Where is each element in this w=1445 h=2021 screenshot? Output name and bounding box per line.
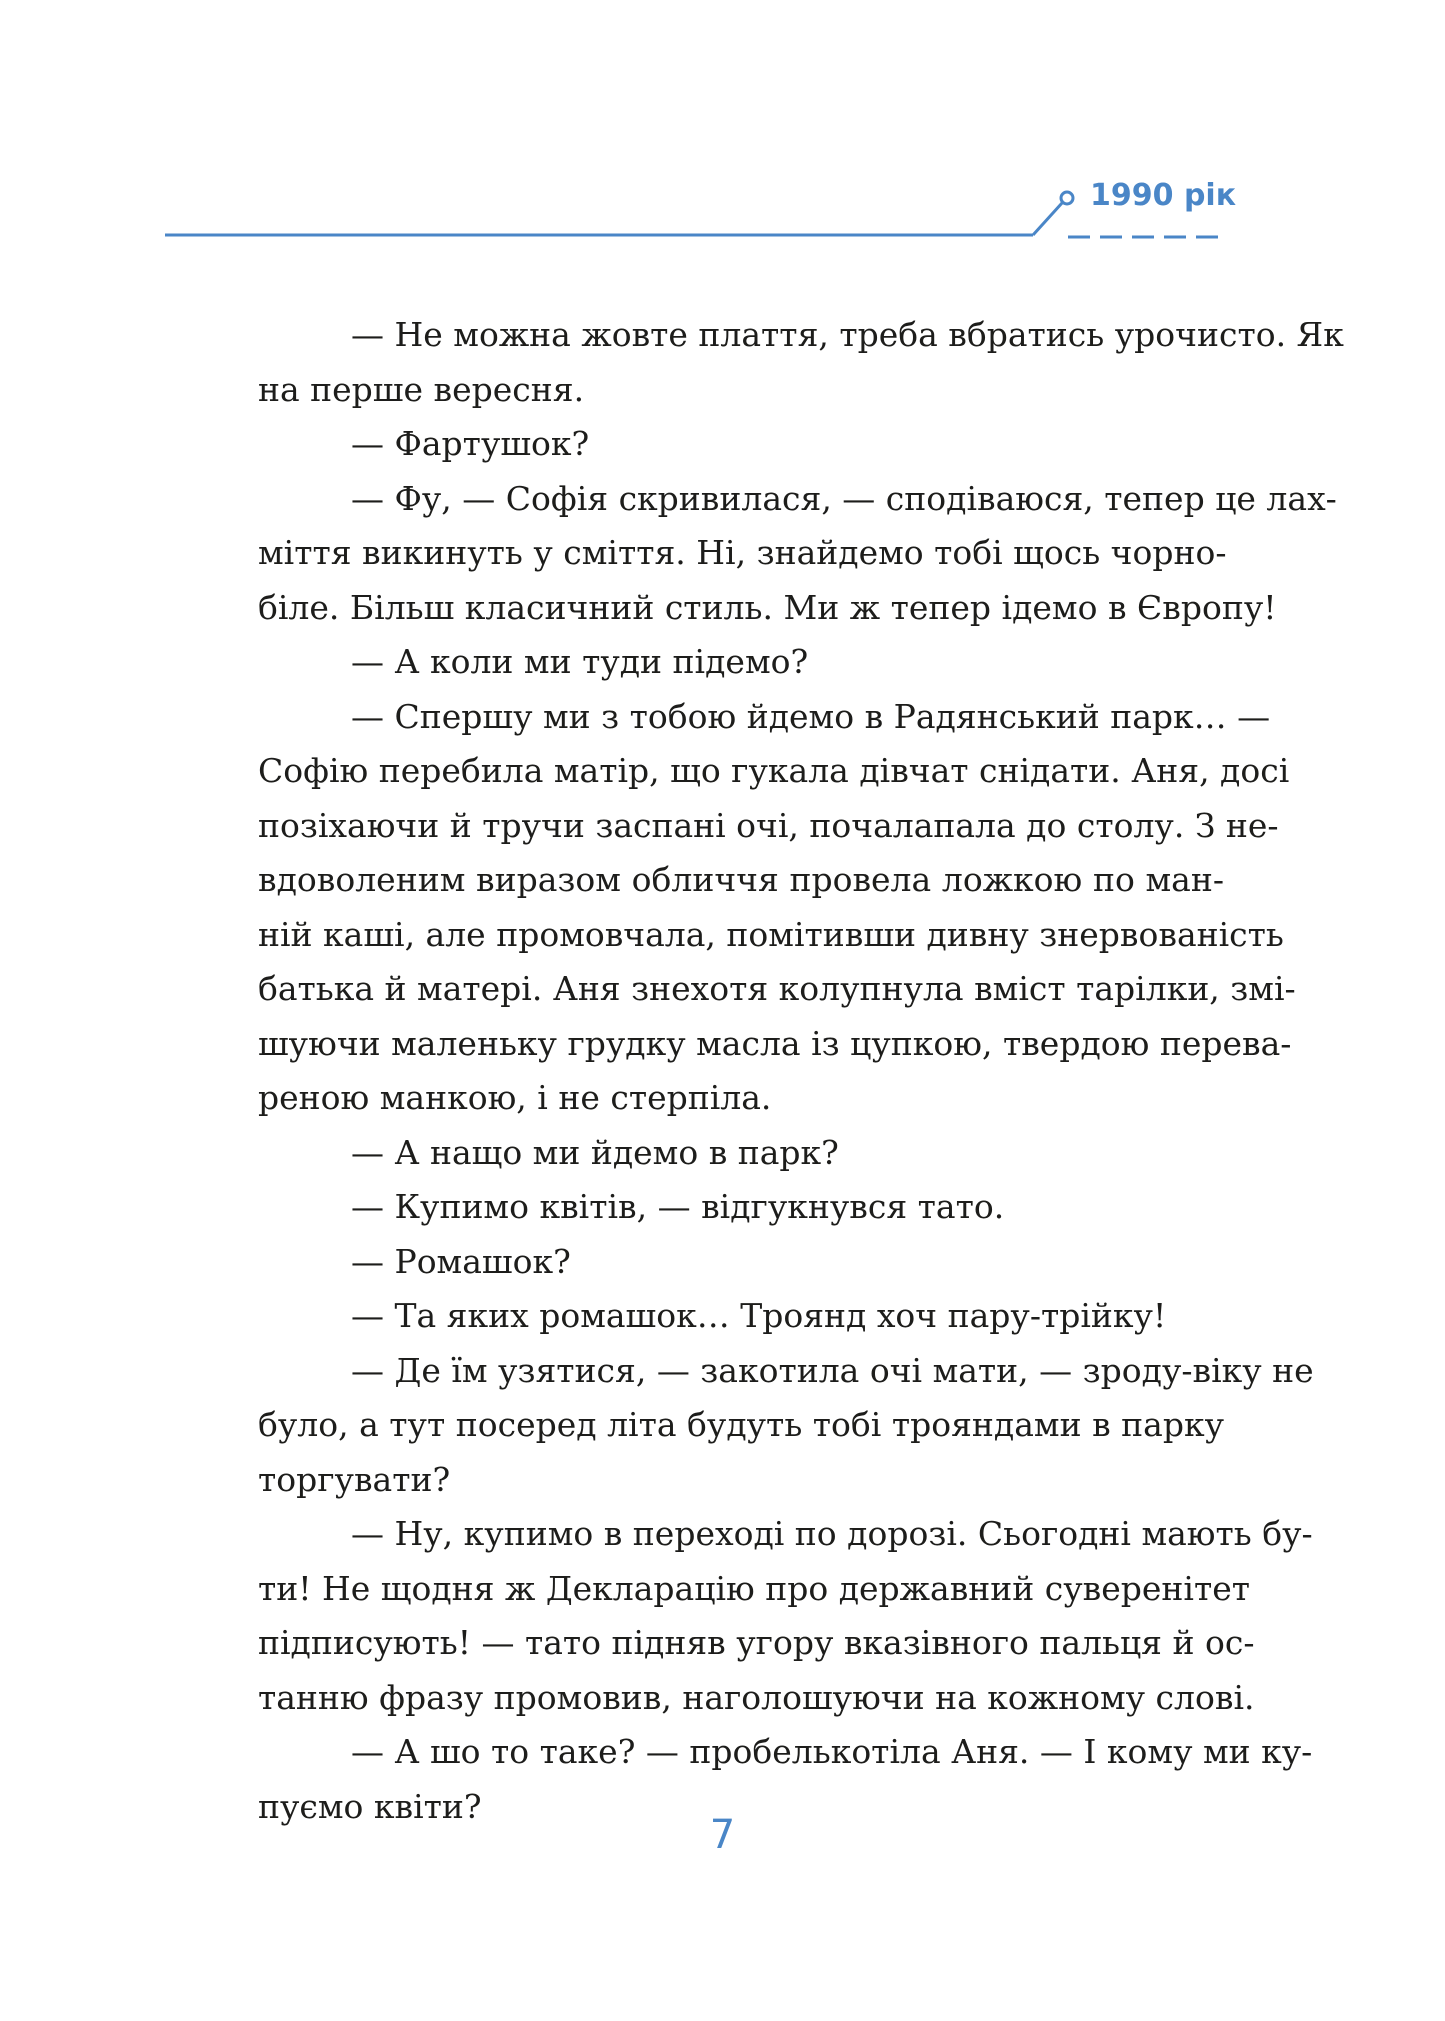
paragraph [165, 1289, 1224, 1344]
paragraph [165, 1126, 1224, 1181]
text-line: — А шо то таке? — пробелькотіла Аня. — І кому ми ку- [351, 1732, 1313, 1771]
text-line: — Не можна жовте плаття, треба вбратись урочисто. Як [351, 315, 1344, 354]
paragraph [165, 635, 1224, 690]
text-line: — А коли ми туди підемо? [351, 642, 809, 681]
header-rule-connector [1033, 203, 1062, 235]
text-line: ній каші, але промовчала, помітивши дивну знервованість [258, 914, 1284, 954]
text-line: реною манкою, і не стерпіла. [258, 1078, 772, 1117]
text-line: — Купимо квітів, — відгукнувся тато. [351, 1187, 1005, 1226]
paragraph [165, 417, 1224, 472]
header-year-label [1090, 178, 1236, 213]
header-year-word: рік [1183, 178, 1237, 213]
text-line: шуючи маленьку грудку масла із цупкою, твердою перева- [258, 1023, 1292, 1063]
paragraph [165, 1235, 1224, 1290]
text-line: — Фартушок? [351, 424, 590, 463]
body-text [165, 308, 1344, 1834]
text-line: — Ромашок? [351, 1241, 571, 1281]
text-line: — А нащо ми йдемо в парк? [351, 1132, 839, 1172]
text-line: — Та яких ромашок… Троянд хоч пару-трійку! [351, 1296, 1167, 1335]
text-line: — Спершу ми з тобою йдемо в Радянський парк… — [351, 696, 1271, 736]
paragraph [165, 690, 1296, 1126]
page-number: 7 [709, 1812, 736, 1858]
text-line: на перше вересня. [258, 369, 585, 409]
text-line: позіхаючи й тручи заспані очі, почалапала до столу. З не- [258, 805, 1279, 845]
text-line: торгувати? [258, 1459, 451, 1499]
text-line: — Ну, купимо в переході по дорозі. Сьогодні мають бу- [351, 1514, 1313, 1553]
text-line: було, а тут посеред літа будуть тобі трояндами в парку [258, 1405, 1224, 1444]
header-year: 1990 [1090, 178, 1174, 213]
header-ornament [0, 0, 1445, 260]
text-line: батька й матері. Аня знехотя колупнула вміст тарілки, змі- [258, 969, 1296, 1008]
text-line: біле. Більш класичний стиль. Ми ж тепер ідемо в Європу! [258, 587, 1277, 627]
text-line: — Фу, — Софія скривилася, — сподіваюся, тепер це лах- [351, 478, 1337, 518]
text-line: пуємо квіти? [258, 1786, 482, 1826]
text-line: — Де їм узятися, — закотила очі мати, — зроду-віку не [351, 1350, 1314, 1390]
text-line: ти! Не щодня ж Декларацію про державний суверенітет [258, 1568, 1251, 1608]
running-header [0, 0, 1445, 260]
paragraph [165, 1507, 1313, 1725]
text-line: міття викинуть у сміття. Ні, знайдемо тобі щось чорно- [258, 533, 1227, 572]
paragraph [165, 472, 1337, 636]
text-line: підписують! — тато підняв угору вказівного пальця й ос- [258, 1623, 1255, 1662]
paragraph [165, 1180, 1224, 1235]
header-circle-marker [1061, 192, 1073, 204]
paragraph [165, 308, 1344, 417]
paragraph [165, 1344, 1314, 1508]
text-line: Софію перебила матір, що гукала дівчат снідати. Аня, досі [258, 751, 1290, 790]
text-line: вдоволеним виразом обличчя провела ложкою по ман- [258, 860, 1224, 899]
text-line: танню фразу промовив, наголошуючи на кожному слові. [258, 1677, 1255, 1717]
